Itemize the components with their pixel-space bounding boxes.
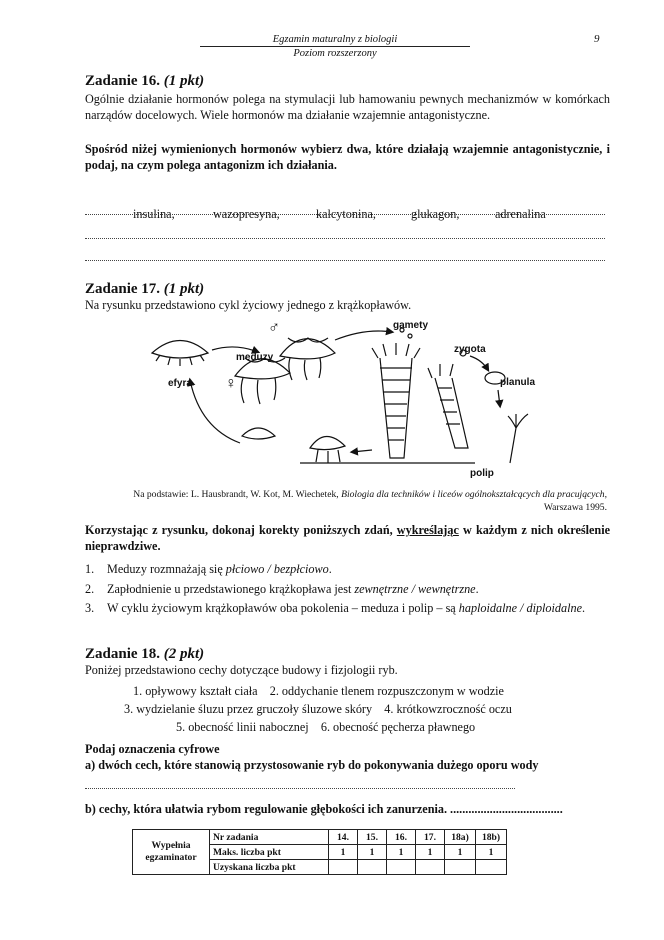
efyra-drawing: [152, 341, 208, 367]
source-authors: Na podstawie: L. Hausbrandt, W. Kot, M. Wiechetek,: [133, 489, 339, 500]
obtained-points-cell[interactable]: [445, 860, 476, 875]
statement-3: [85, 601, 615, 617]
young-medusa-drawing: [310, 436, 345, 463]
arrow-medusae-to-gametes: [335, 331, 392, 340]
item-end: .: [475, 582, 479, 596]
header-level: Poziom rozszerzony: [200, 46, 470, 60]
item-options[interactable]: płciowo / bezpłciowo: [225, 562, 329, 576]
label-meduzy: meduzy: [236, 352, 274, 363]
hormone-3: kalcytonina,: [316, 207, 376, 221]
row-header: Nr zadania: [210, 830, 329, 845]
obtained-points-cell[interactable]: [358, 860, 387, 875]
answer-line[interactable]: [85, 788, 515, 789]
budding-polyp-drawing: [428, 364, 468, 448]
task-18-part-a: a) dwóch cech, które stanowią przystosowanie ryb do pokonywania dużego oporu wody: [85, 758, 539, 772]
max-points-cell: 1: [445, 845, 476, 860]
max-points-cell: 1: [416, 845, 445, 860]
item-text: Meduzy rozmnażają się: [107, 562, 226, 576]
strobila-drawing: [372, 343, 420, 458]
command-underlined: wykreślając: [396, 523, 459, 537]
col-header: 16.: [387, 830, 416, 845]
answer-line[interactable]: [85, 214, 605, 215]
fish-features-line: 5. obecność linii nabocznej 6. obecność pęcherza pławnego: [176, 720, 476, 734]
statement-1: [85, 562, 615, 578]
obtained-points-cell[interactable]: [416, 860, 445, 875]
score-table: [132, 829, 507, 875]
obtained-points-cell[interactable]: [387, 860, 416, 875]
max-points-cell: 1: [387, 845, 416, 860]
answer-line[interactable]: [85, 238, 605, 239]
task-17-label: Zadanie 17.: [85, 281, 161, 297]
page-number: 9: [594, 33, 600, 45]
col-header: 18a): [445, 830, 476, 845]
polyp-drawing: [508, 414, 528, 463]
item-number: 3.: [85, 601, 95, 615]
task-17-title: [85, 281, 204, 298]
item-number: 2.: [85, 582, 95, 596]
hormone-5: adrenalina: [495, 207, 546, 221]
command-part: Korzystając z rysunku, dokonaj korekty poniższych zdań,: [85, 523, 393, 537]
row-header: Maks. liczba pkt: [210, 845, 329, 860]
source-title: Biologia dla techników i liceów ogólnokształcących dla pracujących,: [341, 489, 607, 500]
task-18-points: (2 pkt): [163, 646, 205, 662]
label-zygota: zygota: [454, 344, 486, 355]
task-18-command: Podaj oznaczenia cyfrowe: [85, 742, 220, 756]
jellyfish-life-cycle-figure: [140, 318, 580, 483]
col-header: 15.: [358, 830, 387, 845]
col-header: 18b): [476, 830, 507, 845]
obtained-points-cell[interactable]: [476, 860, 507, 875]
item-end: .: [328, 562, 332, 576]
item-number: 1.: [85, 562, 95, 576]
item-text: W cyklu życiowym krążkopławów oba pokolenia – meduza i polip – są: [107, 601, 459, 615]
gamete-drawing: [408, 334, 412, 338]
fish-features-line: 1. opływowy kształt ciała 2. oddychanie tlenem rozpuszczonym w wodzie: [133, 684, 504, 698]
max-points-cell: 1: [358, 845, 387, 860]
row-header: Uzyskana liczba pkt: [210, 860, 329, 875]
arrow-strobila-to-medusa: [352, 450, 372, 452]
task-18-label: Zadanie 18.: [85, 646, 161, 662]
fish-features-line: 3. wydzielanie śluzu przez gruczoły śluzowe skóry 4. krótkowzroczność oczu: [124, 702, 512, 716]
arrow-planula-to-polip: [498, 390, 500, 406]
medusa-female-drawing: [235, 358, 290, 404]
max-points-cell: 1: [329, 845, 358, 860]
header-exam-title: Egzamin maturalny z biologii: [272, 34, 398, 45]
item-text: Zapłodnienie u przedstawionego krążkopława jest: [107, 582, 355, 596]
label-male-symbol: ♂: [268, 319, 280, 336]
score-side-label: Wypełnia egzaminator: [133, 830, 210, 875]
task-17-command: [85, 523, 610, 554]
obtained-points-cell[interactable]: [329, 860, 358, 875]
task-16-label: Zadanie 16.: [85, 73, 161, 89]
task-17-points: (1 pkt): [163, 281, 205, 297]
hormone-1: insulina,: [133, 207, 175, 221]
label-female-symbol: ♀: [225, 375, 237, 392]
task-18-part-b: b) cechy, która ułatwia rybom regulowanie głębokości ich zanurzenia. .....................................: [85, 802, 563, 816]
col-header: 17.: [416, 830, 445, 845]
command-part: w każdym z nich określenie nieprawdziwe.: [85, 523, 611, 553]
label-polip: polip: [470, 468, 494, 479]
young-medusa-drawing: [242, 428, 275, 439]
answer-line[interactable]: [85, 260, 605, 261]
hormone-2: wazopresyna,: [213, 207, 280, 221]
task-17-intro: Na rysunku przedstawiono cykl życiowy jednego z krążkopławów.: [85, 298, 412, 312]
hormone-4: glukagon,: [411, 207, 460, 221]
arrow-zygota-to-planula: [470, 356, 488, 370]
item-end: .: [582, 601, 586, 615]
max-points-cell: 1: [476, 845, 507, 860]
task-16-points: (1 pkt): [163, 73, 205, 89]
source-place-year: Warszawa 1995.: [543, 501, 607, 513]
page-header: [200, 33, 470, 60]
item-options[interactable]: zewnętrzne / wewnętrzne: [354, 582, 476, 596]
figure-source: [95, 489, 607, 514]
task-18-intro: Poniżej przedstawiono cechy dotyczące budowy i fizjologii ryb.: [85, 663, 398, 677]
label-gamety: gamety: [393, 320, 429, 331]
statement-2: [85, 582, 615, 598]
task-16-intro: Ogólnie działanie hormonów polega na stymulacji lub hamowaniu pewnych mechanizmów w komórkach narządów docelowych. Wiele hormonów ma działanie wzajemnie antagonistyczne.: [85, 92, 610, 122]
label-efyra: efyra: [168, 378, 192, 389]
task-18-title: [85, 646, 204, 663]
item-options[interactable]: haploidalne / diploidalne: [458, 601, 582, 615]
task-16-command: Spośród niżej wymienionych hormonów wybierz dwa, które działają wzajemnie antagonistycznie, i podaj, na czym polega antagonizm ich działania.: [85, 142, 610, 172]
col-header: 14.: [329, 830, 358, 845]
label-planula: planula: [500, 377, 536, 388]
task-16-title: [85, 73, 204, 90]
